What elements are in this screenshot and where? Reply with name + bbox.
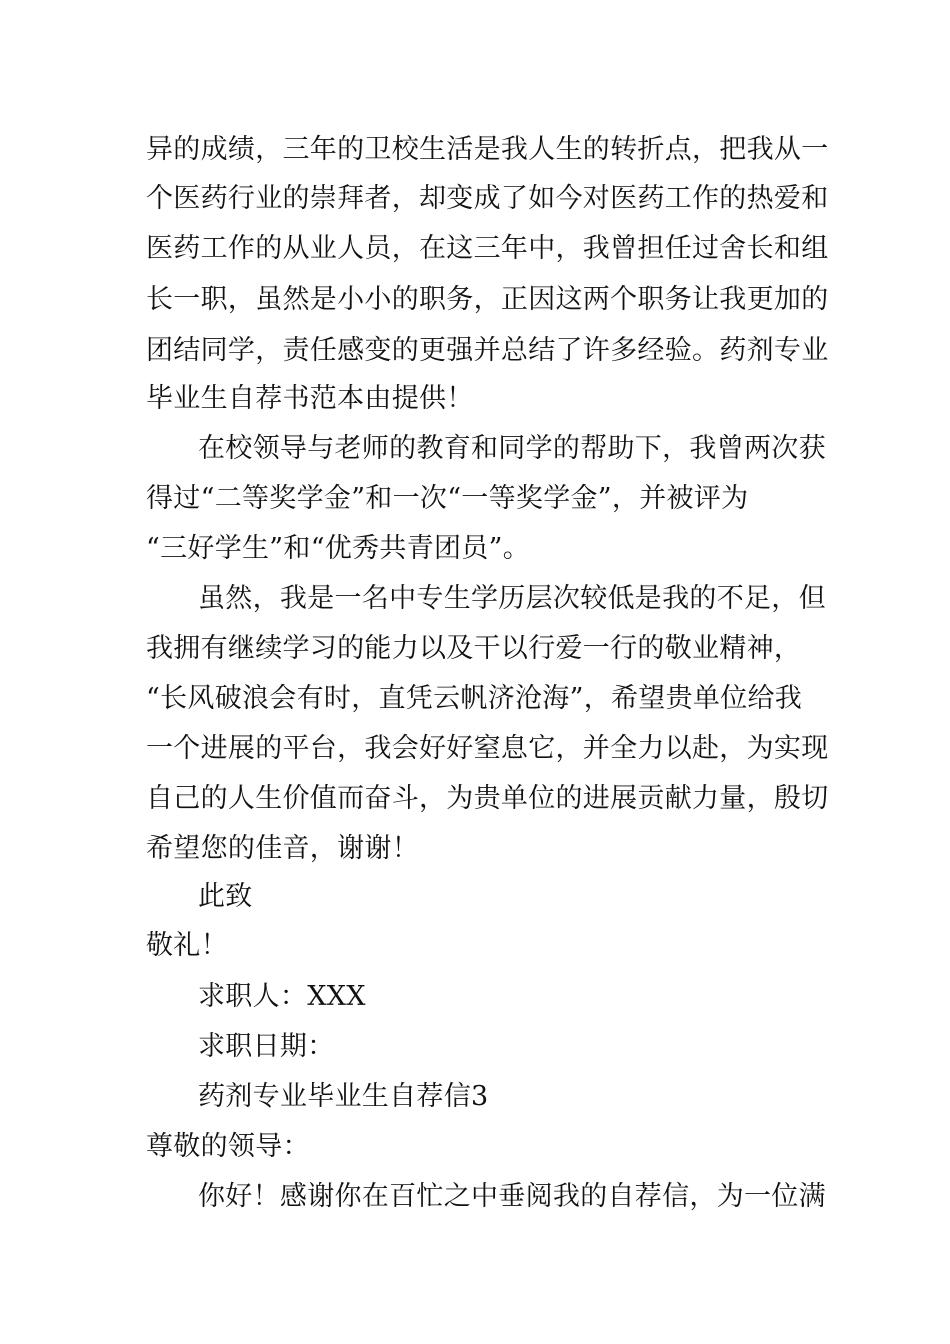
paragraph-first-line: 虽然，我是一名中专生学历层次较低是我的不足，但 bbox=[198, 583, 826, 614]
closing-salutation: 此致 bbox=[198, 881, 253, 912]
paragraph-first-line: 在校领导与老师的教育和同学的帮助下，我曾两次获 bbox=[198, 433, 826, 464]
body-line: 一个进展的平台，我会好好窒息它，并全力以赴，为实现 bbox=[146, 733, 829, 764]
body-line: 团结同学，责任感变的更强并总结了许多经验。药剂专业 bbox=[146, 335, 829, 366]
body-line: 医药工作的从业人员，在这三年中，我曾担任过舍长和组 bbox=[146, 233, 829, 264]
body-line: 希望您的佳音，谢谢！ bbox=[146, 833, 419, 864]
body-line: 得过“二等奖学金”和一次“一等奖学金”，并被评为 bbox=[146, 483, 749, 514]
greeting: 尊敬的领导： bbox=[146, 1131, 310, 1162]
applicant-name: 求职人：XXX bbox=[198, 981, 366, 1012]
body-line: 长一职，虽然是小小的职务，正因这两个职务让我更加的 bbox=[146, 284, 829, 315]
body-line: 自己的人生价值而奋斗，为贵单位的进展贡献力量，殷切 bbox=[146, 783, 829, 814]
body-line: “长风破浪会有时，直凭云帆济沧海”，希望贵单位给我 bbox=[146, 683, 803, 714]
body-line: 个医药行业的崇拜者，却变成了如今对医药工作的热爱和 bbox=[146, 183, 829, 214]
application-date: 求职日期： bbox=[198, 1031, 335, 1062]
body-line: 毕业生自荐书范本由提供！ bbox=[146, 383, 474, 414]
body-line: 异的成绩，三年的卫校生活是我人生的转折点，把我从一 bbox=[146, 134, 829, 165]
body-line: 我拥有继续学习的能力以及干以行爱一行的敬业精神， bbox=[146, 633, 802, 664]
paragraph-first-line: 你好！感谢你在百忙之中垂阅我的自荐信，为一位满 bbox=[198, 1181, 826, 1212]
closing-regards: 敬礼！ bbox=[146, 930, 228, 961]
body-line: “三好学生”和“优秀共青团员”。 bbox=[146, 533, 531, 564]
letter-heading: 药剂专业毕业生自荐信3 bbox=[198, 1081, 489, 1112]
